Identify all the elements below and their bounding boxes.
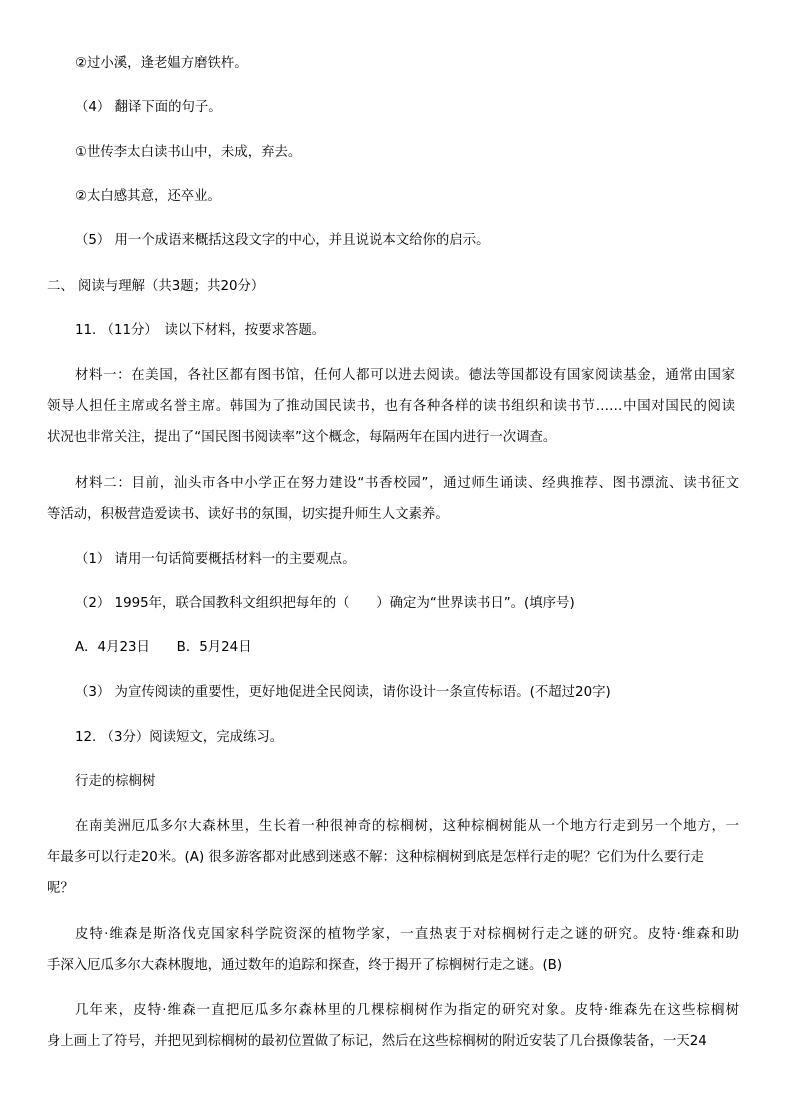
passage-line: 手深入厄瓜多尔大森林腹地，通过数年的追踪和探查，终于揭开了棕榈树行走之谜。(B) <box>47 958 563 973</box>
material-line: 等活动，积极营造爱读书、读好书的氛围，切实提升师生人文素养。 <box>47 507 449 522</box>
material-line: 材料二：目前，汕头市各中小学正在努力建设“书香校园”，通过师生诵读、经典推荐、图书漂流、读书征文 <box>75 476 739 491</box>
question-label: （4） 翻译下面的句子。 <box>75 100 222 115</box>
passage-line: 身上画上了符号，并把见到棕榈树的最初位置做了标记，然后在这些棕榈树的附近安装了几台摄像装备，一天24 <box>47 1034 707 1049</box>
passage-line: 皮特·维森是斯洛伐克国家科学院资深的植物学家，一直热衷于对棕榈树行走之谜的研究。皮特·维森和助 <box>75 927 739 942</box>
text-line: ①世传李太白读书山中，未成，弃去。 <box>75 145 302 160</box>
material-line: 领导人担任主席或名誉主席。韩国为了推动国民读书，也有各种各样的读书组织和读书节……中国对国民的阅读 <box>47 399 735 414</box>
passage-line: 在南美洲厄瓜多尔大森林里，生长着一种很神奇的棕榈树，这种棕榈树能从一个地方行走到另一个地方，一 <box>75 819 739 834</box>
question-label: （1） 请用一句话简要概括材料一的主要观点。 <box>75 552 356 567</box>
material-line: 状况也非常关注，提出了“国民图书阅读率”这个概念，每隔两年在国内进行一次调查。 <box>47 430 557 445</box>
answer-options: A．4月23日 B．5月24日 <box>75 640 252 655</box>
question-label: （2） 1995年，联合国教科文组织把每年的（ ）确定为“世界读书日”。(填序号) <box>75 596 575 611</box>
text-line: ②过小溪，逢老媪方磨铁杵。 <box>75 56 248 71</box>
passage-line: 几年来，皮特·维森一直把厄瓜多尔森林里的几棵棕榈树作为指定的研究对象。皮特·维森先在这些棕榈树 <box>75 1003 739 1018</box>
material-line: 材料一：在美国，各社区都有图书馆，任何人都可以进去阅读。德法等国都设有国家阅读基金，通常由国家 <box>75 368 735 383</box>
text-line: ②太白感其意，还卒业。 <box>75 189 221 204</box>
question-heading: 12. （3分）阅读短文，完成练习。 <box>75 730 284 745</box>
section-heading: 二、 阅读与理解（共3题；共20分） <box>47 279 265 294</box>
question-label: （5） 用一个成语来概括这段文字的中心，并且说说本文给你的启示。 <box>75 233 490 248</box>
passage-line: 呢？ <box>47 881 74 896</box>
passage-line: 年最多可以行走20米。(A) 很多游客都对此感到迷惑不解：这种棕榈树到底是怎样行走的呢？它们为什么要行走 <box>47 850 704 865</box>
passage-title: 行走的棕榈树 <box>75 774 156 789</box>
question-heading: 11. （11分） 读以下材料，按要求答题。 <box>75 323 326 338</box>
question-label: （3） 为宣传阅读的重要性，更好地促进全民阅读，请你设计一条宣传标语。(不超过20字) <box>75 685 611 700</box>
